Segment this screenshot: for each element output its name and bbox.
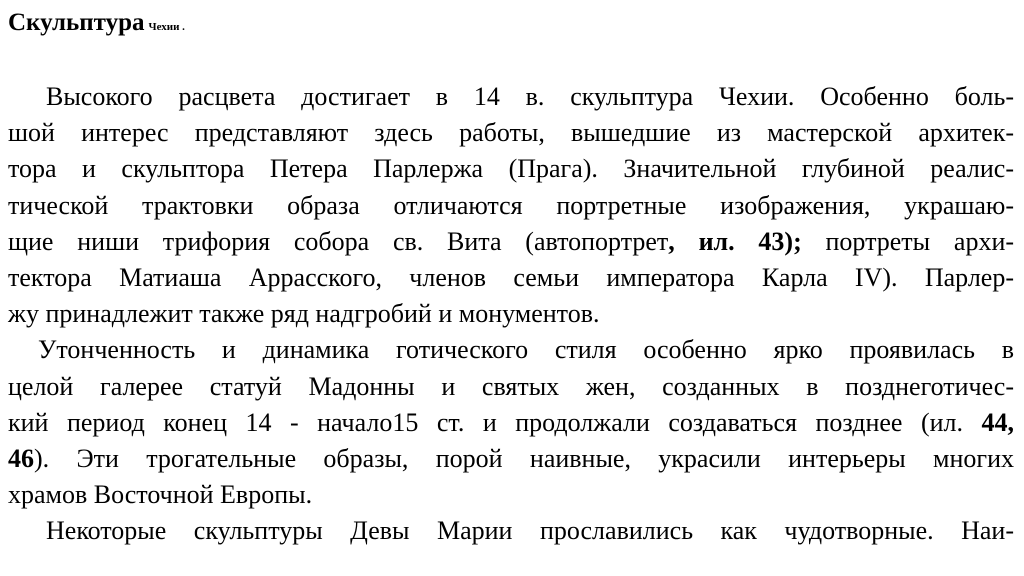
text-segment: портреты архи- [801, 226, 1015, 256]
text-line [8, 408, 1014, 438]
text-segment: тической трактовки образа отличаются портретные изображения, украшаю- [8, 190, 1014, 220]
text-line [8, 444, 1014, 474]
title-sub: Чехии . [148, 21, 185, 33]
text-line [8, 191, 1014, 221]
text-segment: Некоторые скульптуры Девы Марии прославились как чудотворные. Наи- [46, 516, 1014, 546]
text-segment: целой галерее статуй Мадонны и святых жен, созданных в позднеготичес- [8, 371, 1014, 401]
text-line [8, 335, 1014, 365]
bold-text: 46 [8, 444, 34, 473]
bold-text: 44, [981, 407, 1014, 437]
text-line [8, 480, 312, 510]
text-line [8, 227, 1014, 257]
text-line [8, 118, 1014, 148]
text-line [8, 299, 599, 329]
text-segment: ). Эти трогательные образы, порой наивные, украсили интерьеры многих [34, 444, 1014, 473]
text-line [8, 372, 1014, 402]
text-segment: шой интерес представляют здесь работы, вышедшие из мастерской архитек- [8, 118, 1014, 148]
text-line [8, 154, 1014, 184]
text-line [8, 263, 1014, 293]
text-line [8, 82, 1014, 112]
text-segment: кий период конец 14 - начало15 ст. и продолжали создаваться позднее (ил. [8, 407, 982, 437]
page-title [8, 10, 185, 35]
title-main: Скульптура [8, 9, 145, 36]
text-segment: щие ниши трифория собора св. Вита (автопортрет [8, 226, 669, 256]
text-segment: тектора Матиаша Аррасского, членов семьи императора Карла IV). Парлер- [8, 263, 1014, 292]
text-segment: храмов Восточной Европы. [8, 480, 313, 510]
text-segment: тора и скульптора Петера Парлержа (Прага). Значительной глубиной реалис- [8, 154, 1014, 184]
bold-text: , ил. 43); [668, 226, 802, 256]
text-segment: Утонченность и динамика готического стиля особенно ярко проявилась в [38, 335, 1014, 365]
text-segment: Высокого расцвета достигает в 14 в. скульптура Чехии. Особенно боль- [46, 82, 1014, 111]
text-segment: жу принадлежит также ряд надгробий и монументов. [8, 299, 600, 329]
text-line [8, 516, 1014, 546]
